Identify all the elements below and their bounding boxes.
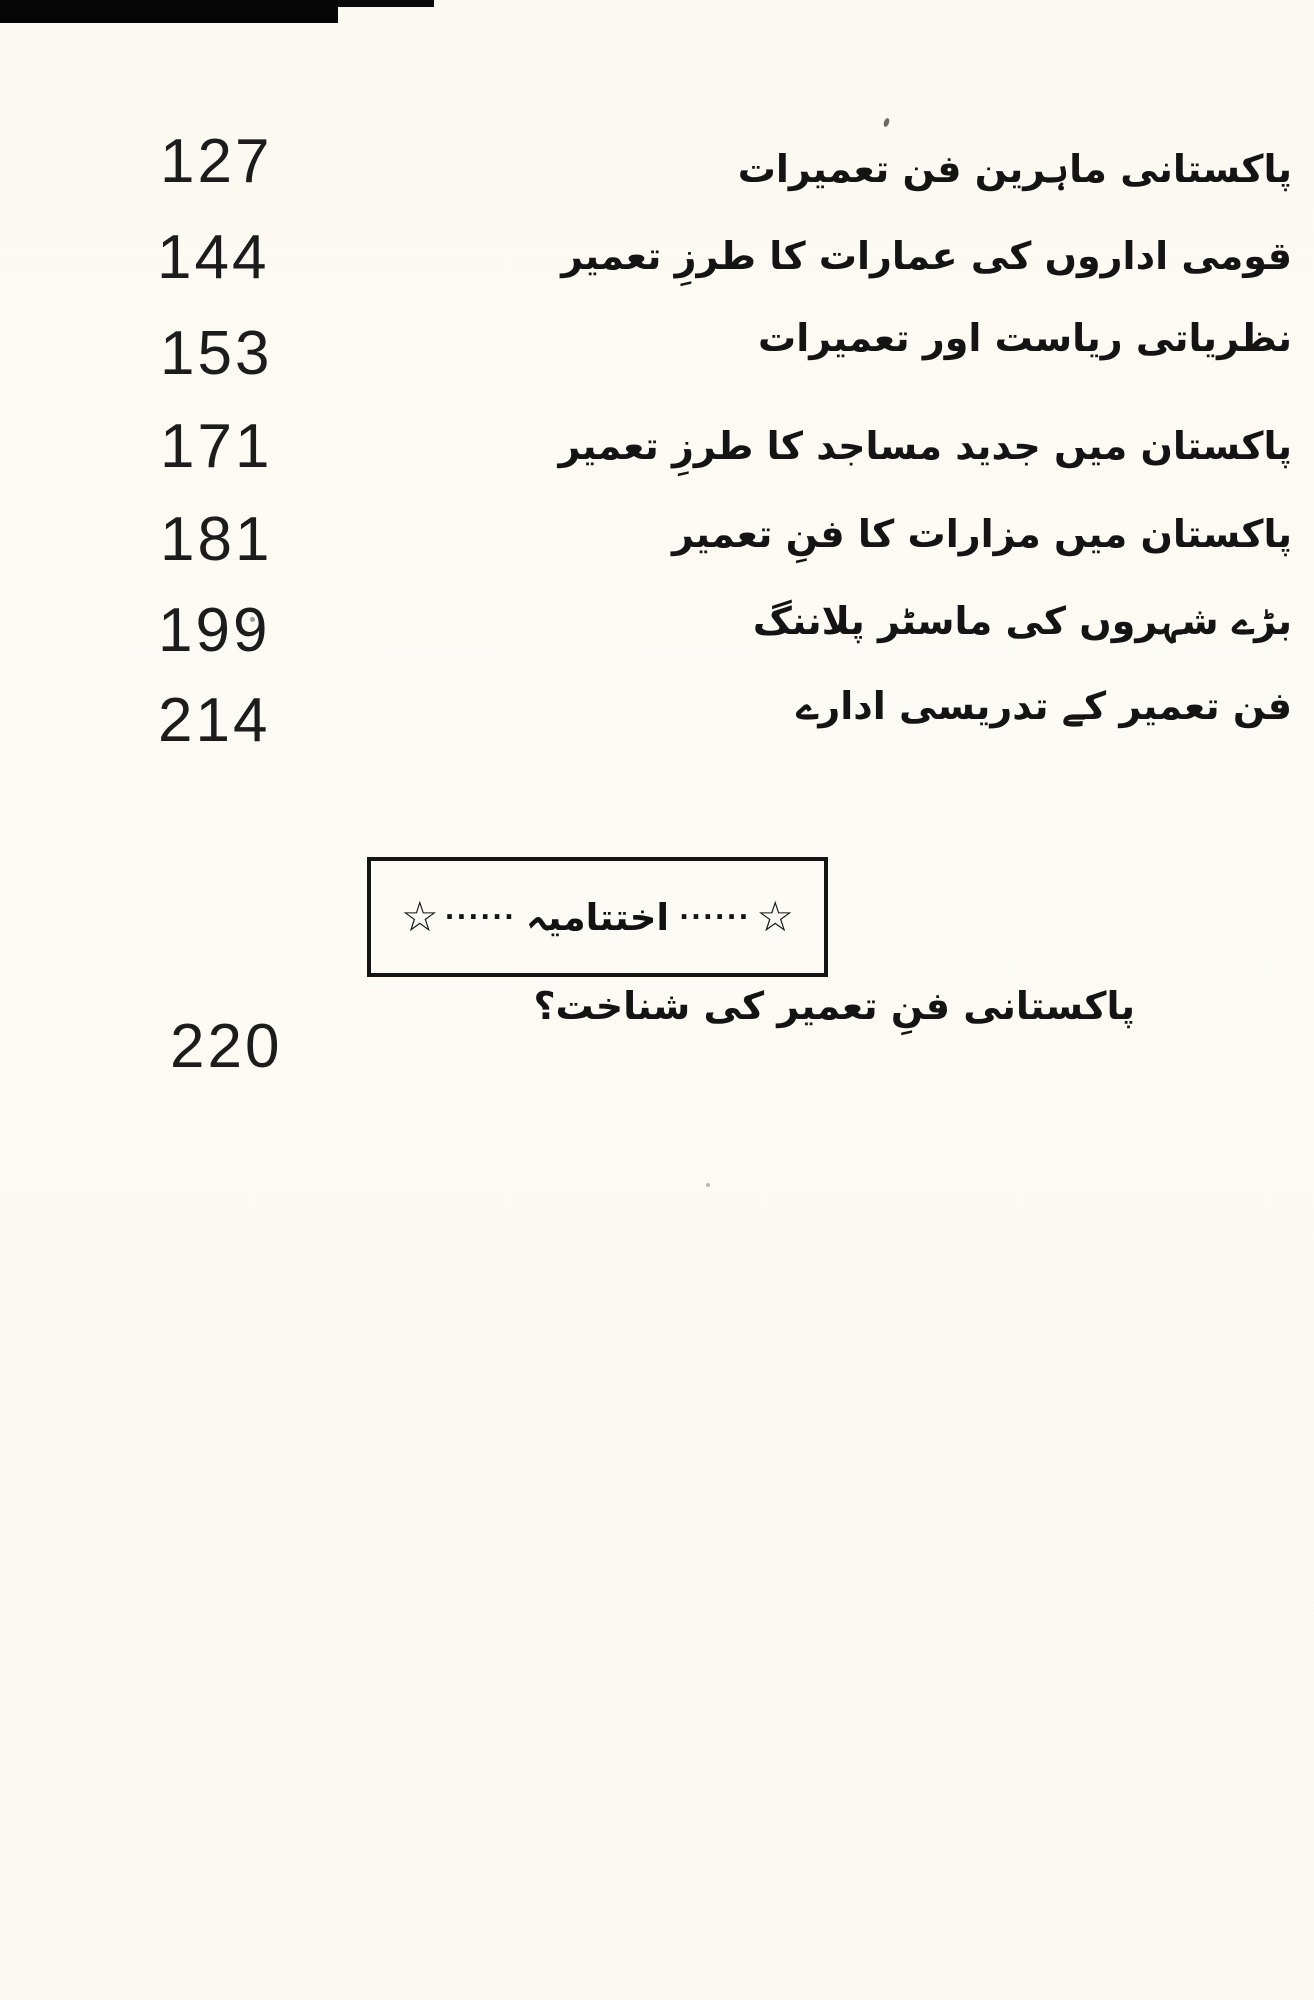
page-number: 171 xyxy=(160,412,273,481)
page-number: 181 xyxy=(160,505,273,574)
leader-dots: ...... xyxy=(679,896,751,926)
toc-entry-title: قومی اداروں کی عمارات کا طرزِ تعمیر xyxy=(561,234,1292,278)
scan-speck xyxy=(883,117,891,127)
toc-entry-title: پاکستان میں جدید مساجد کا طرزِ تعمیر xyxy=(558,424,1292,468)
leader-dots: ...... xyxy=(444,896,516,926)
conclusion-box xyxy=(367,857,828,977)
star-icon: ☆ xyxy=(756,892,794,941)
scan-speck xyxy=(706,1183,710,1187)
toc-entry-title: پاکستانی ماہرین فن تعمیرات xyxy=(737,147,1292,191)
toc-entry-title: نظریاتی ریاست اور تعمیرات xyxy=(758,316,1292,360)
toc-entry-title: پاکستان میں مزارات کا فنِ تعمیر xyxy=(672,512,1292,556)
toc-entry-title: فن تعمیر کے تدریسی ادارے xyxy=(796,684,1292,728)
page-number: 153 xyxy=(160,319,273,388)
toc-entry-title: پاکستانی فنِ تعمیر کی شناخت؟ xyxy=(533,984,1135,1028)
page-number: 199 xyxy=(158,596,271,665)
page-number: 144 xyxy=(157,223,270,292)
toc-entry-title: بڑے شہروں کی ماسٹر پلاننگ xyxy=(752,599,1292,643)
page-number: 127 xyxy=(160,127,273,196)
star-icon: ☆ xyxy=(401,892,439,941)
scan-artifact-bar xyxy=(0,0,338,23)
conclusion-label: اختتامیہ xyxy=(525,895,670,939)
page-number: 214 xyxy=(158,686,271,755)
page-number: 220 xyxy=(170,1012,283,1081)
